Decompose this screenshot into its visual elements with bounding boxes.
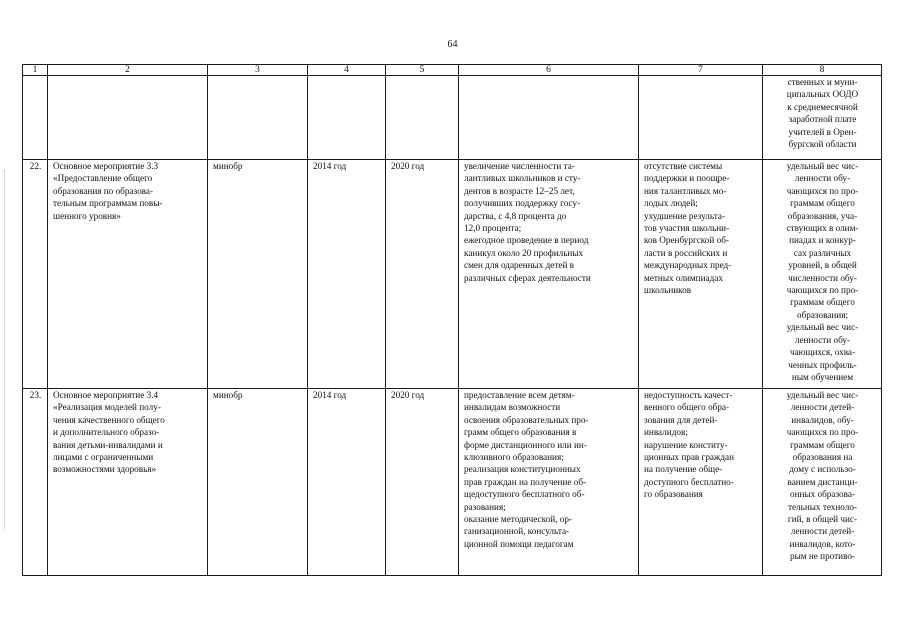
end-cell [386,160,459,389]
column-number: 5 [386,65,459,76]
row-number-text: 22. [29,161,42,171]
start-text: 2014 год [313,390,347,400]
row-number-text: 23. [29,390,42,400]
executor-cell [208,389,308,576]
table-cell [48,76,208,160]
end-cell [386,389,459,576]
event-cell [48,160,208,389]
indicator-cell [763,389,882,576]
column-number: 1 [23,65,48,76]
table-cell [208,76,308,160]
event-cell [48,389,208,576]
executor-text: минобр [213,390,243,400]
executor-cell [208,160,308,389]
column-number: 8 [763,65,882,76]
column-number-row [23,65,882,76]
start-cell [308,160,386,389]
table-row [23,389,882,576]
indicator-cell [763,160,882,389]
row-number [23,160,48,389]
event-text: Основное мероприятие 3.3 «Предоставление общего образования по образова- тельным программам повы- шенного уровня» [53,161,163,221]
consequences-cell [639,160,763,389]
end-text: 2020 год [391,161,425,171]
consequences-cell [639,389,763,576]
column-number: 3 [208,65,308,76]
indicator-text: удельный вес чис- ленности обу- чающихся по про- граммам общего образования, уча- ствующих в олим- пиадах и конкур- сах различных уровней, в общей численности обу- чающихся по про- граммам общего образования; удельный вес чис- ленности обу- чающихся, охва- ченных профиль- ным обучением [786,161,859,382]
executor-text: минобр [213,161,243,171]
start-cell [308,389,386,576]
table-row [23,160,882,389]
result-cell [459,389,639,576]
column-number: 2 [48,65,208,76]
column-number: 4 [308,65,386,76]
column-number: 7 [639,65,763,76]
indicator-cell [763,76,882,160]
row-number [23,389,48,576]
table-cell [308,76,386,160]
table-cell [23,76,48,160]
event-text: Основное мероприятие 3.4 «Реализация моделей полу- чения качественного общего и дополнительного образо- вания детьми-инвалидами и лицами с ограниченными возможностями здоровья» [53,390,165,475]
result-text: предоставление всем детям- инвалидам возможности освоения образовательных про- грамм общего образования в форме дистанционного или ин- клюзивного образования; реализация конституционных прав граждан на получение об- щедоступного бесплатного об- разования; оказание методической, ор- ганизационной, консульта- ционной помощи педагогам [464,390,589,549]
scan-margin-marks [4,170,7,530]
indicator-text: ственных и муни- ципальных ООДО к среднемесячной заработной плате учителей в Орен- бургской области [786,77,859,150]
result-cell [459,160,639,389]
page-number: 64 [447,39,458,50]
start-text: 2014 год [313,161,347,171]
table-cell [459,76,639,160]
table-cell [639,76,763,160]
continuation-row [23,76,882,160]
end-text: 2020 год [391,390,425,400]
column-number: 6 [459,65,639,76]
result-text: увеличение численности та- лантливых школьников и сту- дентов в возрасте 12–25 лет, получивших поддержку госу- дарства, с 4,8 процента до 12,0 процента; ежегодное проведение в период каникул около 20 профильных смен для одаренных детей в различных сферах деятельности [464,161,591,283]
consequences-text: отсутствие системы поддержки и поощре- ния талантливых мо- лодых людей; ухудшение результа- тов участия школьни- ков Оренбургской об- ласти в российских и международных пред- метных олимпиадах школьников [644,161,732,296]
measures-table [22,64,882,576]
indicator-text: удельный вес чис- ленности детей- инвалидов, обу- чающихся по про- граммам общего образования на дому с использо- ванием дистанци- онных образова- тельных техноло- гий, в общей чис- ленности детей- инвалидов, кото- рым не противо- [786,390,859,562]
table-cell [386,76,459,160]
consequences-text: недоступность качест- венного общего обра- зования для детей- инвалидов; нарушение конститу- ционных прав граждан на получение обще- доступного бесплатно- го образования [644,390,735,500]
